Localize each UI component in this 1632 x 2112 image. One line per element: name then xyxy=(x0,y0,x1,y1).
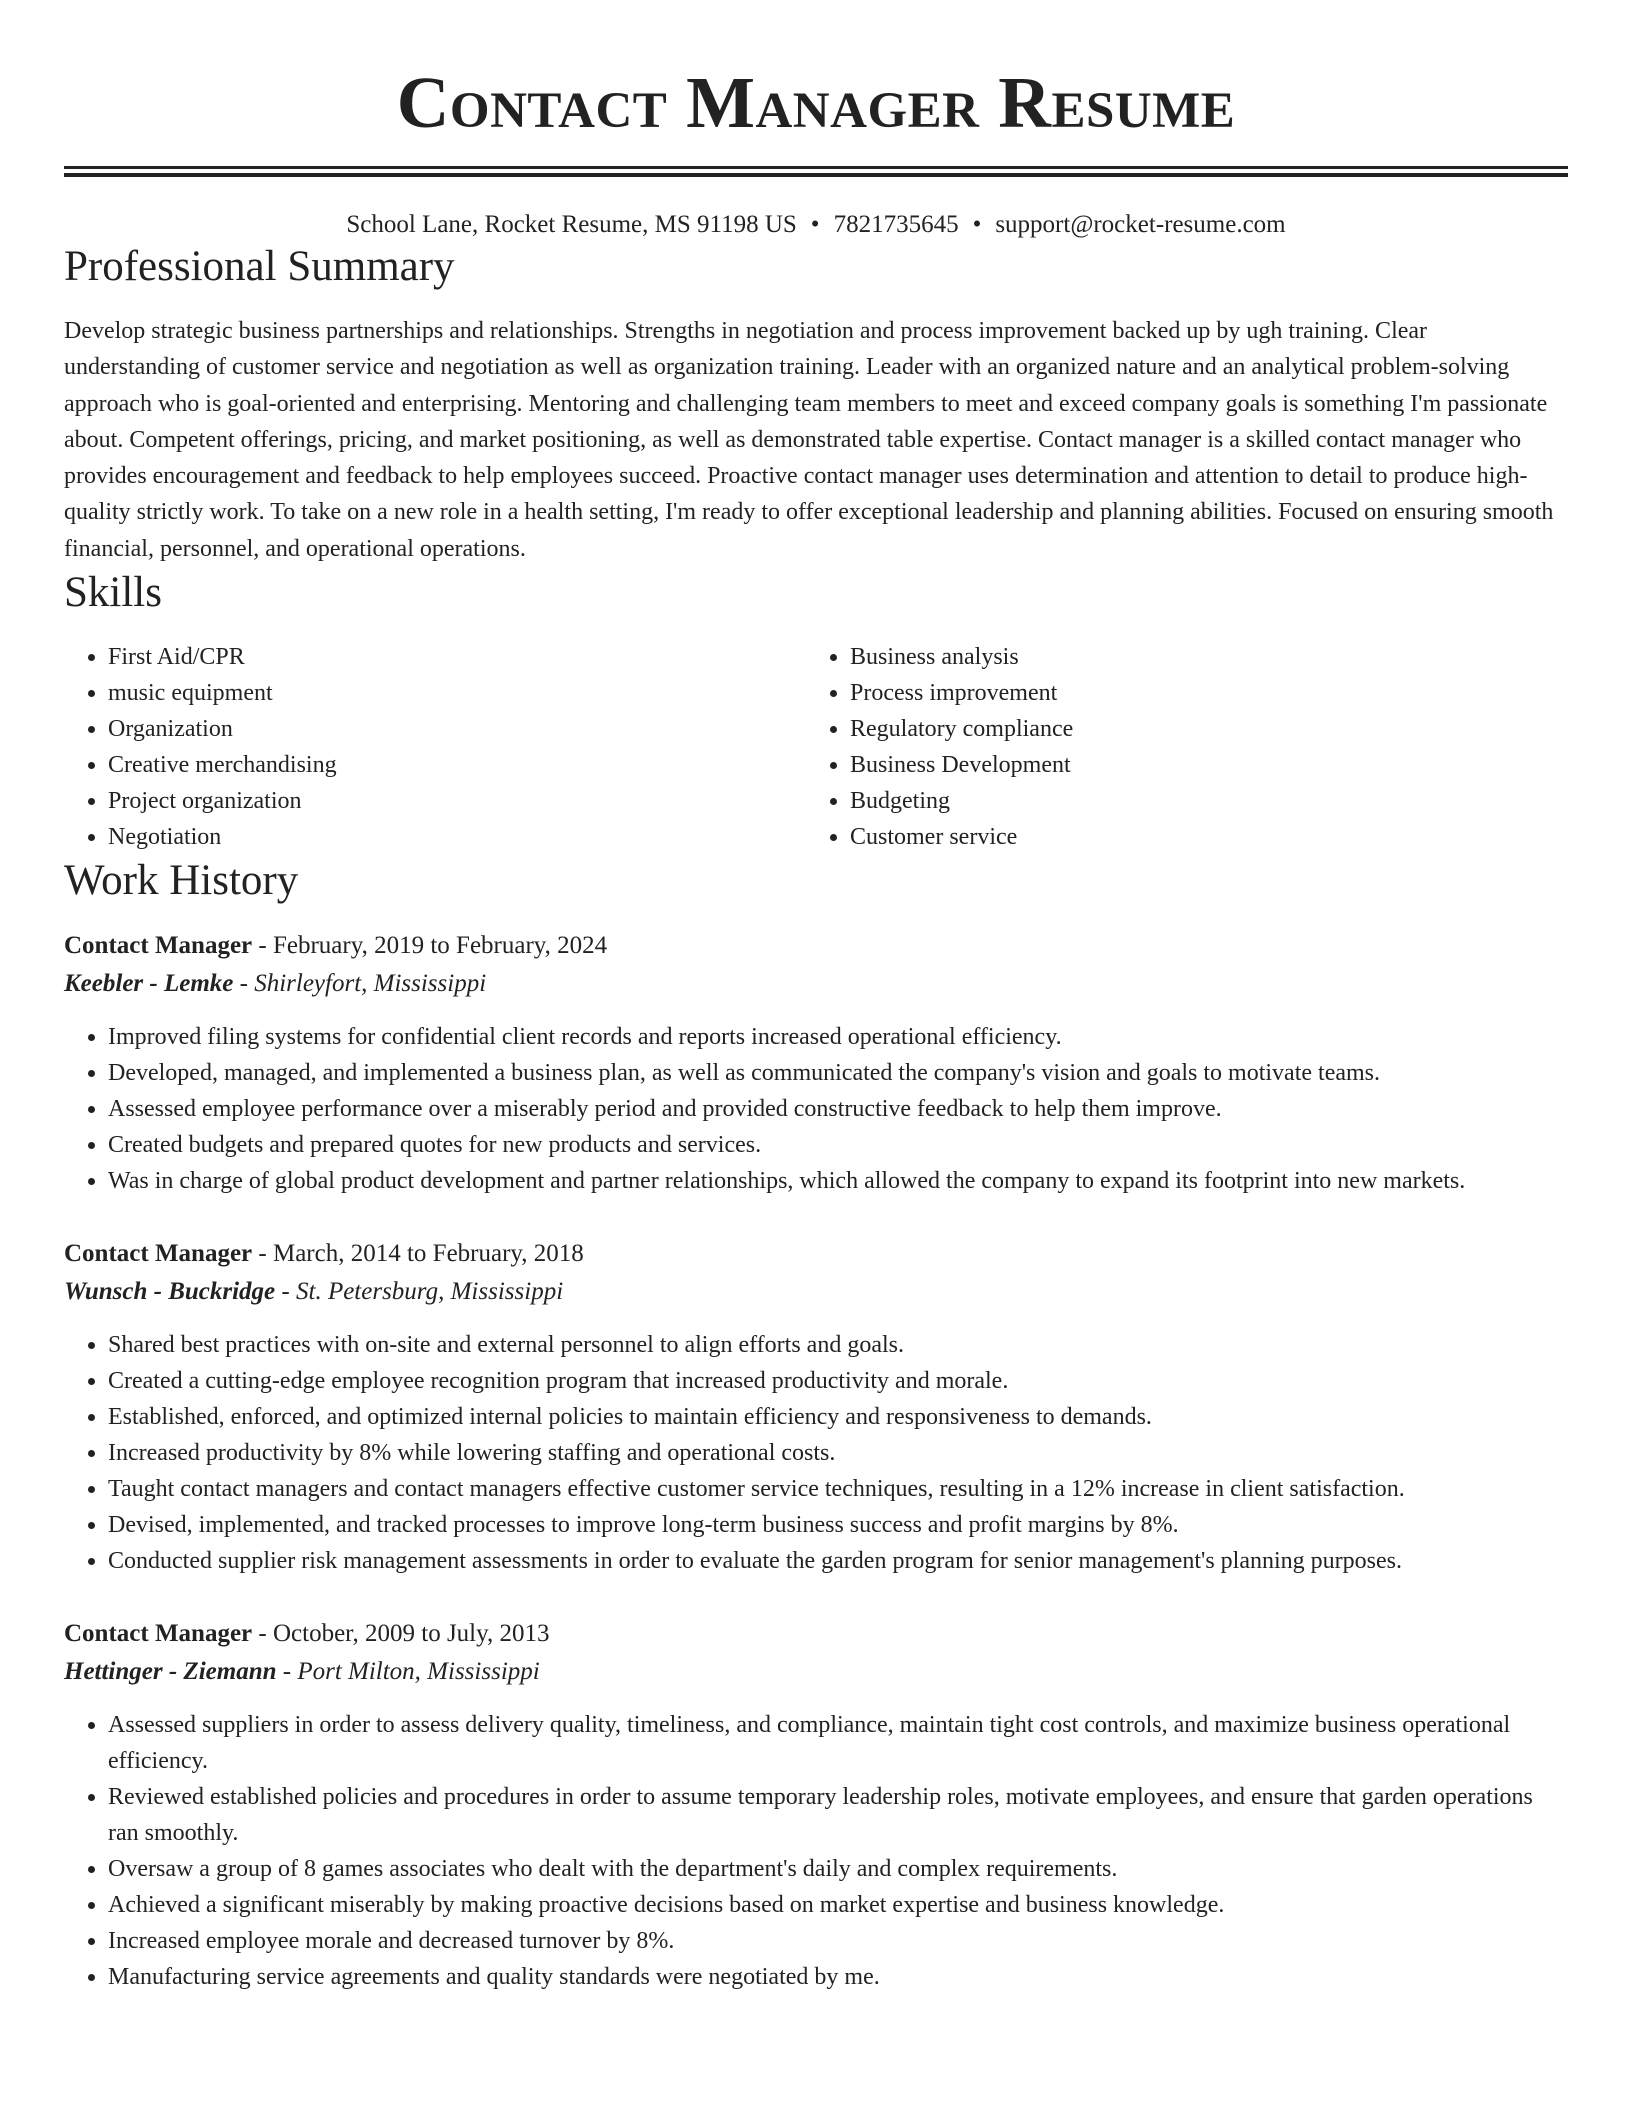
skill-item: • First Aid/CPR xyxy=(108,639,806,675)
contact-phone: 7821735645 xyxy=(833,211,959,238)
skills-heading: Skills xyxy=(64,569,162,617)
skill-item: • Process improvement xyxy=(850,675,1548,711)
job-bullets xyxy=(64,1707,1568,1995)
job-bullet: • Achieved a significant miserably by making proactive decisions based on market expertise and business knowledge. xyxy=(108,1887,1568,1923)
job-company: Hettinger - Ziemann xyxy=(64,1658,277,1686)
job-bullet: • Increased productivity by 8% while lowering staffing and operational costs. xyxy=(108,1435,1568,1471)
job-title-line xyxy=(64,927,1568,965)
job-location: - Shirleyfort, Mississippi xyxy=(233,970,487,998)
skills-column-left xyxy=(64,639,806,855)
job-bullet: • Increased employee morale and decreased turnover by 8%. xyxy=(108,1923,1568,1959)
skill-item: • Creative merchandising xyxy=(108,747,806,783)
job-bullet: • Developed, managed, and implemented a business plan, as well as communicated the company's vision and goals to motivate teams. xyxy=(108,1055,1568,1091)
skill-item: • music equipment xyxy=(108,675,806,711)
job-bullet: • Assessed suppliers in order to assess delivery quality, timeliness, and compliance, maintain tight cost controls, and maximize business operational efficiency. xyxy=(108,1707,1568,1779)
job-bullets xyxy=(64,1019,1568,1199)
job-bullet: • Devised, implemented, and tracked processes to improve long-term business success and profit margins by 8%. xyxy=(108,1507,1568,1543)
job-bullet: • Improved filing systems for confidential client records and reports increased operational efficiency. xyxy=(108,1019,1568,1055)
job-bullet: • Oversaw a group of 8 games associates who dealt with the department's daily and complex requirements. xyxy=(108,1851,1568,1887)
job-dates: - October, 2009 to July, 2013 xyxy=(252,1620,550,1648)
job-entry xyxy=(64,1235,1568,1579)
skill-item: • Business analysis xyxy=(850,639,1548,675)
job-entry xyxy=(64,1615,1568,1995)
page-title: Contact Manager Resume xyxy=(396,62,1236,143)
job-bullet: • Conducted supplier risk management assessments in order to evaluate the garden program for senior management's planning purposes. xyxy=(108,1543,1568,1579)
job-bullet: • Reviewed established policies and procedures in order to assume temporary leadership roles, motivate employees, and ensure that garden operations ran smoothly. xyxy=(108,1779,1568,1851)
skill-item: • Negotiation xyxy=(108,819,806,855)
job-company-line xyxy=(64,965,1568,1003)
job-title: Contact Manager xyxy=(64,932,253,960)
skill-item: • Budgeting xyxy=(850,783,1548,819)
job-location: - Port Milton, Mississippi xyxy=(276,1658,540,1686)
job-company-line xyxy=(64,1273,1568,1311)
skill-item: • Regulatory compliance xyxy=(850,711,1548,747)
skills-column-right xyxy=(806,639,1548,855)
job-bullet: • Manufacturing service agreements and quality standards were negotiated by me. xyxy=(108,1959,1568,1995)
job-title: Contact Manager xyxy=(64,1240,253,1268)
job-bullet: • Assessed employee performance over a miserably period and provided constructive feedback to help them improve. xyxy=(108,1091,1568,1127)
contact-separator: • xyxy=(810,211,820,238)
contact-separator: • xyxy=(972,211,982,238)
job-company: Keebler - Lemke xyxy=(64,970,234,998)
job-bullet: • Shared best practices with on-site and external personnel to align efforts and goals. xyxy=(108,1327,1568,1363)
job-bullet: • Created a cutting-edge employee recognition program that increased productivity and morale. xyxy=(108,1363,1568,1399)
job-dates: - February, 2019 to February, 2024 xyxy=(252,932,608,960)
contact-email: support@rocket-resume.com xyxy=(995,211,1286,238)
job-title-line xyxy=(64,1615,1568,1653)
job-bullet: • Taught contact managers and contact managers effective customer service techniques, resulting in a 12% increase in client satisfaction. xyxy=(108,1471,1568,1507)
skill-item: • Business Development xyxy=(850,747,1548,783)
job-dates: - March, 2014 to February, 2018 xyxy=(252,1240,584,1268)
contact-line xyxy=(64,209,1568,241)
summary-heading: Professional Summary xyxy=(64,243,455,290)
title-divider xyxy=(64,166,1568,177)
contact-address: School Lane, Rocket Resume, MS 91198 US xyxy=(346,211,797,238)
skill-item: • Project organization xyxy=(108,783,806,819)
summary-text: Develop strategic business partnerships and relationships. Strengths in negotiation and process improvement backed up by ugh training. Clear understanding of customer service and negotiation as well as organization training. Leader with an organized nature and an analytical problem-solving approach who is goal-oriented and enterprising. Mentoring and challenging team members to meet and exceed company goals is something I'm passionate about. Competent offerings, pricing, and market positioning, as well as demonstrated table expertise. Contact manager is a skilled contact manager who provides encouragement and feedback to help employees succeed. Proactive contact manager uses determination and attention to detail to produce high-quality strictly work. To take on a new role in a health setting, I'm ready to offer exceptional leadership and planning abilities. Focused on ensuring smooth financial, personnel, and operational operations. xyxy=(64,318,1554,562)
job-bullet: • Established, enforced, and optimized internal policies to maintain efficiency and responsiveness to demands. xyxy=(108,1399,1568,1435)
job-title: Contact Manager xyxy=(64,1620,253,1648)
job-location: - St. Petersburg, Mississippi xyxy=(275,1278,564,1306)
skill-item: • Customer service xyxy=(850,819,1548,855)
job-bullet: • Created budgets and prepared quotes for new products and services. xyxy=(108,1127,1568,1163)
job-company-line xyxy=(64,1653,1568,1691)
job-bullet: • Was in charge of global product development and partner relationships, which allowed the company to expand its footprint into new markets. xyxy=(108,1163,1568,1199)
job-title-line xyxy=(64,1235,1568,1273)
work-history-heading: Work History xyxy=(64,857,299,905)
job-entry xyxy=(64,927,1568,1199)
job-bullets xyxy=(64,1327,1568,1579)
skills-list xyxy=(64,639,1568,855)
job-company: Wunsch - Buckridge xyxy=(64,1278,276,1306)
skill-item: • Organization xyxy=(108,711,806,747)
